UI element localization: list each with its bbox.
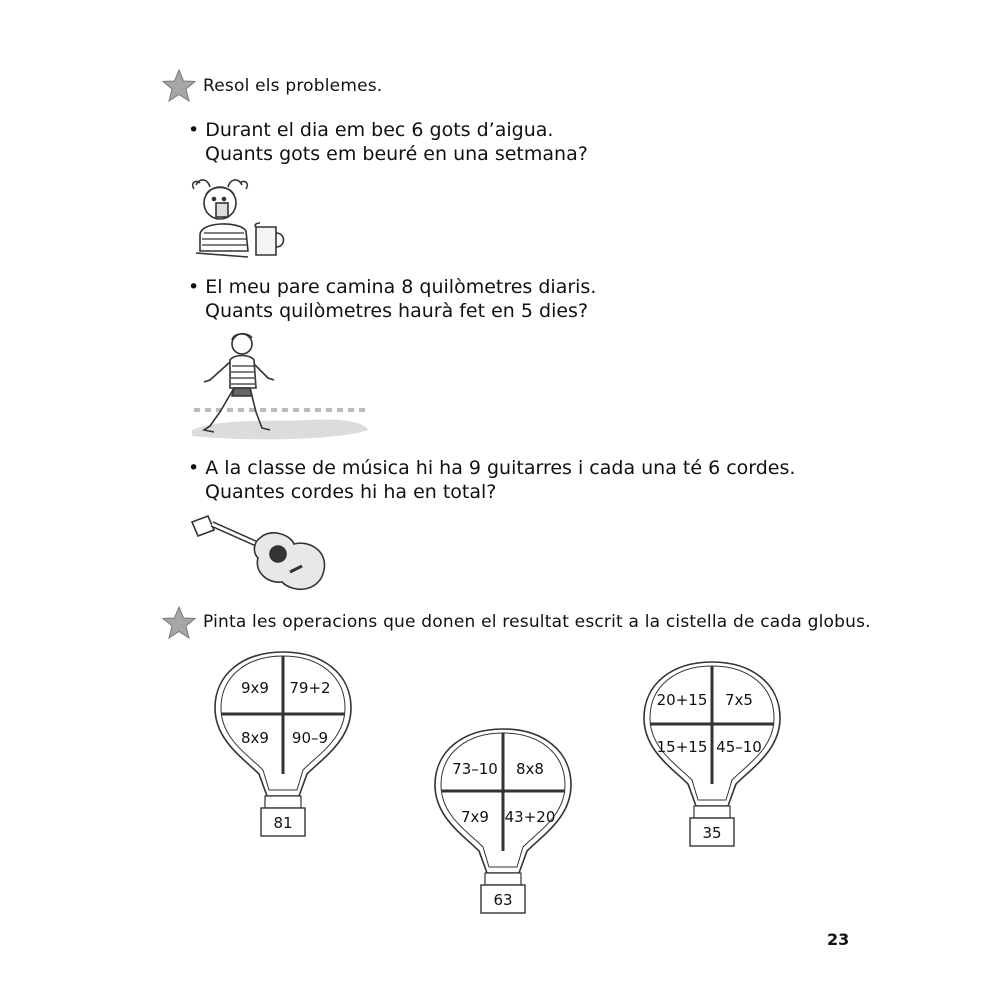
problem-walk-line2: Quants quilòmetres haurà fet en 5 dies?	[205, 300, 589, 322]
balloon-63-result: 63	[493, 891, 513, 909]
balloon-35-op-4[interactable]: 45–10	[716, 738, 762, 756]
man-walking-illustration	[190, 330, 370, 445]
star-icon-2	[162, 606, 196, 640]
problem-water-line1: • Durant el dia em bec 6 gots d’aigua.	[188, 119, 554, 141]
balloon-35-result: 35	[702, 824, 722, 842]
balloon-63-op-2[interactable]: 8x8	[516, 760, 544, 778]
guitar-illustration	[190, 510, 330, 595]
balloon-81	[213, 650, 353, 840]
balloon-63-op-3[interactable]: 7x9	[461, 808, 489, 826]
balloon-81-op-2[interactable]: 79+2	[289, 679, 331, 697]
balloon-81-op-1[interactable]: 9x9	[241, 679, 269, 697]
problem-guitar-line2: Quantes cordes hi ha en total?	[205, 481, 497, 503]
balloon-35-op-1[interactable]: 20+15	[656, 691, 708, 709]
problem-water-line2: Quants gots em beuré en una setmana?	[205, 143, 588, 165]
problem-water	[188, 118, 588, 166]
balloon-81-result: 81	[273, 814, 293, 832]
balloon-63	[433, 727, 573, 917]
problem-walk-line1: • El meu pare camina 8 quilòmetres diaris.	[188, 276, 597, 298]
instruction-1: Resol els problemes.	[203, 76, 383, 96]
balloon-35-op-2[interactable]: 7x5	[725, 691, 753, 709]
balloon-63-op-4[interactable]: 43+20	[504, 808, 556, 826]
instruction-2: Pinta les operacions que donen el resultat escrit a la cistella de cada globus.	[203, 612, 871, 632]
star-icon	[162, 69, 196, 103]
balloon-63-op-1[interactable]: 73–10	[452, 760, 498, 778]
balloon-35-op-3[interactable]: 15+15	[656, 738, 708, 756]
problem-walk	[188, 275, 596, 323]
problem-guitar	[188, 456, 795, 504]
balloon-81-op-4[interactable]: 90–9	[291, 729, 329, 747]
balloon-81-op-3[interactable]: 8x9	[241, 729, 269, 747]
problem-guitar-line1: • A la classe de música hi ha 9 guitarres i cada una té 6 cordes.	[188, 457, 796, 479]
balloon-35	[642, 660, 782, 850]
page-number: 23	[827, 930, 850, 949]
girl-drinking-illustration	[190, 175, 300, 267]
